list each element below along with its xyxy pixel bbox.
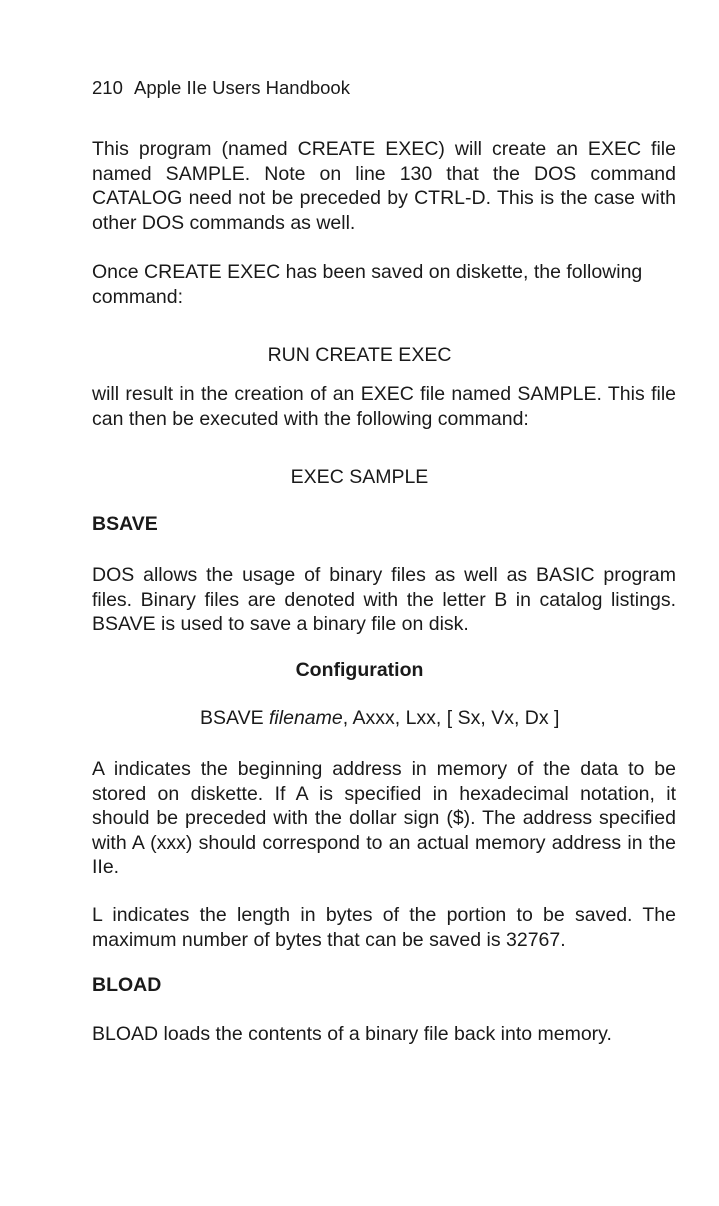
bsave-syntax bbox=[200, 707, 559, 730]
configuration-heading: Configuration bbox=[295, 659, 424, 681]
command-exec-sample: EXEC SAMPLE bbox=[290, 466, 429, 488]
intro-paragraph-3: will result in the creation of an EXEC file named SAMPLE. This file can then be executed with the following command: bbox=[92, 383, 676, 430]
intro-paragraph-2: Once CREATE EXEC has been saved on diskette, the following command: bbox=[92, 261, 643, 308]
page-number: 210 bbox=[92, 77, 123, 98]
command-run-create-exec: RUN CREATE EXEC bbox=[267, 344, 452, 366]
running-header bbox=[92, 77, 350, 99]
bload-paragraph-1: BLOAD loads the contents of a binary file back into memory. bbox=[92, 1023, 612, 1045]
syntax-command: BSAVE bbox=[200, 707, 264, 729]
syntax-parameters: , Axxx, Lxx, [ Sx, Vx, Dx ] bbox=[342, 707, 560, 729]
bsave-heading: BSAVE bbox=[92, 513, 158, 535]
bsave-paragraph-1: DOS allows the usage of binary files as well as BASIC program files. Binary files are denoted with the letter B in catalog listings. BSAVE is used to save a binary file on disk. bbox=[92, 564, 676, 635]
syntax-filename: filename bbox=[269, 707, 343, 729]
bsave-paragraph-3: L indicates the length in bytes of the portion to be saved. The maximum number of bytes that can be saved is 32767. bbox=[92, 904, 676, 951]
bsave-paragraph-2: A indicates the beginning address in memory of the data to be stored on diskette. If A is specified in hexadecimal notation, it should be preceded with the dollar sign ($). The address specified with A (xxx) should correspond to an actual memory address in the IIe. bbox=[92, 758, 676, 878]
intro-paragraph-1: This program (named CREATE EXEC) will create an EXEC file named SAMPLE. Note on line 130 that the DOS command CATALOG need not be preceded by CTRL-D. This is the case with other DOS commands as well. bbox=[92, 138, 676, 234]
bload-heading: BLOAD bbox=[92, 974, 162, 996]
book-title: Apple IIe Users Handbook bbox=[134, 77, 350, 98]
